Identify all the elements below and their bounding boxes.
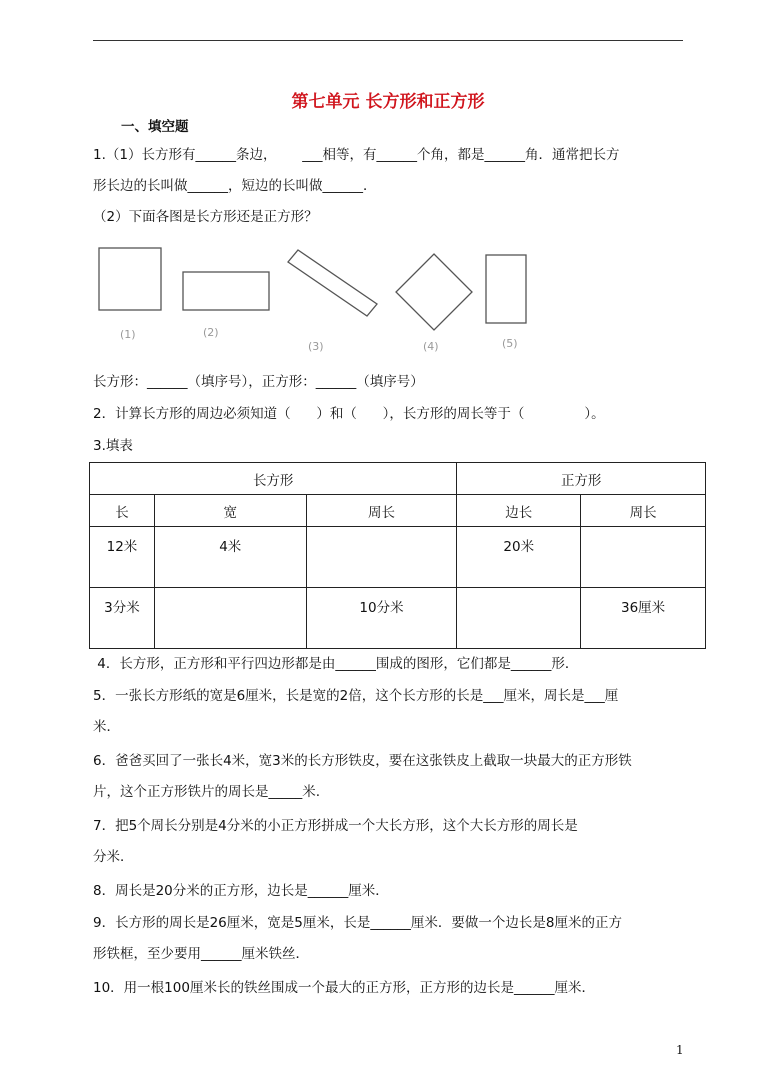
col-side: 边长 xyxy=(457,495,581,527)
question-6-line-1: 6．爸爸买回了一张长4米，宽3米的长方形铁皮，要在这张铁皮上截取一块最大的正方形铁 xyxy=(93,753,632,769)
figure-label-4: (4) xyxy=(423,340,439,353)
question-7-line-1: 7．把5个周长分别是4分米的小正方形拼成一个大长方形，这个大长方形的周长是 xyxy=(93,818,578,834)
rectangle-header: 长方形 xyxy=(90,463,457,495)
question-1-line-2: 形长边的长叫做______，短边的长叫做______． xyxy=(93,178,377,194)
table-cell: 4米 xyxy=(154,527,306,588)
table-cell xyxy=(154,588,306,649)
figure-1-square xyxy=(99,248,161,310)
question-4: 4．长方形，正方形和平行四边形都是由______围成的图形，它们都是______形． xyxy=(93,656,579,672)
fill-in-table xyxy=(89,462,706,649)
question-6-line-2: 片，这个正方形铁片的周长是_____米. xyxy=(93,784,321,800)
figure-4-rotated-square xyxy=(396,254,472,330)
table-cell: 10分米 xyxy=(306,588,457,649)
figure-3-tilted-rectangle xyxy=(288,250,377,316)
figure-5-tall-rectangle xyxy=(486,255,526,323)
question-1-sub-2: （2）下面各图是长方形还是正方形？ xyxy=(93,209,318,225)
figure-label-1: (1) xyxy=(120,328,136,341)
square-header: 正方形 xyxy=(457,463,706,495)
table-cell: 12米 xyxy=(90,527,155,588)
table-cell: 20米 xyxy=(457,527,581,588)
question-5-line-2: 米． xyxy=(93,719,120,735)
table-cell xyxy=(581,527,706,588)
question-9-line-2: 形铁框，至少要用______厘米铁丝． xyxy=(93,946,309,962)
question-2: 2．计算长方形的周边必须知道（ ）和（ ），长方形的周长等于（ ）。 xyxy=(93,406,605,422)
question-1-line-1: 1.（1）长方形有______条边， ___相等，有______个角，都是______角．通常把长方 xyxy=(93,147,620,163)
page-number: 1 xyxy=(676,1043,684,1057)
section-heading: 一、填空题 xyxy=(121,119,189,135)
figure-label-2: (2) xyxy=(203,326,219,339)
question-10: 10．用一根100厘米长的铁丝围成一个最大的正方形，正方形的边长是______厘米． xyxy=(93,980,595,996)
question-3: 3.填表 xyxy=(93,438,133,454)
table-cell: 3分米 xyxy=(90,588,155,649)
figure-label-5: (5) xyxy=(502,337,518,350)
col-square-perimeter: 周长 xyxy=(581,495,706,527)
question-9-line-1: 9．长方形的周长是26厘米，宽是5厘米，长是______厘米．要做一个边长是8厘米的正方 xyxy=(93,915,622,931)
question-5-line-1: 5．一张长方形纸的宽是6厘米，长是宽的2倍，这个长方形的长是___厘米，周长是___厘 xyxy=(93,688,619,704)
col-length: 长 xyxy=(90,495,155,527)
table-cell xyxy=(306,527,457,588)
table-cell xyxy=(457,588,581,649)
figure-2-rectangle xyxy=(183,272,269,310)
page-title: 第七单元 长方形和正方形 xyxy=(291,92,485,112)
table-cell: 36厘米 xyxy=(581,588,706,649)
col-rect-perimeter: 周长 xyxy=(306,495,457,527)
header-rule xyxy=(93,40,683,41)
question-7-line-2: 分米． xyxy=(93,849,134,865)
question-8: 8．周长是20分米的正方形，边长是______厘米． xyxy=(93,883,389,899)
figure-label-3: (3) xyxy=(308,340,324,353)
col-width: 宽 xyxy=(154,495,306,527)
question-1-answer: 长方形：______（填序号），正方形：______（填序号） xyxy=(93,374,424,390)
shape-figures xyxy=(90,240,550,360)
